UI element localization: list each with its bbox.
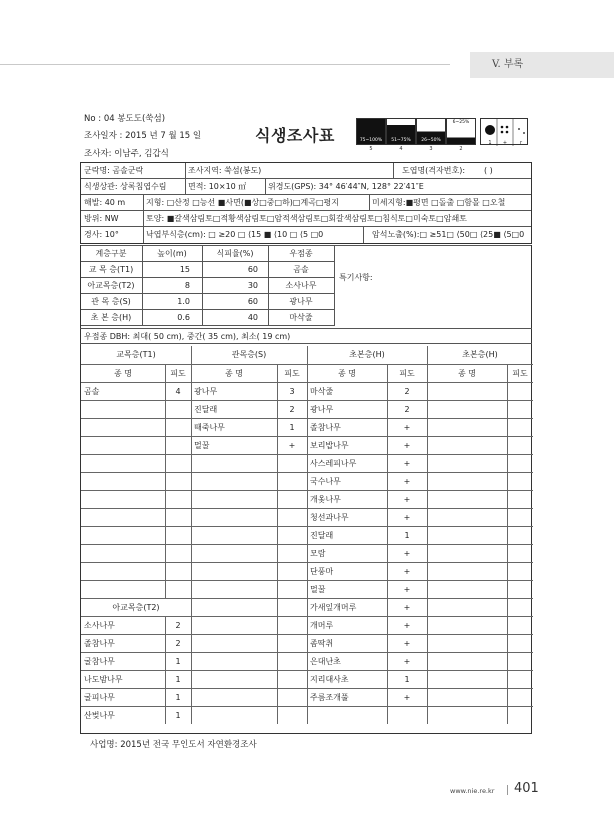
survey-number: No : 04 봉도도(쑥섬)	[84, 114, 166, 124]
layer-header-row	[80, 246, 334, 262]
herb-species-name: 단풍마	[310, 567, 334, 576]
rock-exposure: 암석노출(%):□ ≥51□ ⟨50□ ⟨25■ ⟨5□0	[372, 230, 525, 239]
subtree-species-name: 졸참나무	[84, 639, 115, 648]
investigator: 조사자: 이남주, 김갑식	[84, 149, 169, 159]
herb-species-cover: 2	[404, 405, 410, 414]
herb-species-cover: +	[403, 423, 411, 432]
herb-species-cover: +	[403, 603, 411, 612]
cover-box-5	[356, 118, 386, 145]
symbol-num: +	[502, 140, 508, 146]
species-row	[81, 706, 533, 724]
herb-species-cover: +	[403, 441, 411, 450]
cover-num: 5	[369, 146, 373, 152]
symbol-num: r	[519, 140, 523, 146]
herb-species-name: 가새잎개머루	[310, 603, 357, 612]
col-name-header: 종 명	[458, 369, 476, 378]
litter-layer: 낙엽부식층(cm): □ ≥20 □ ⟨15 ■ ⟨10 □ ⟨5 □0	[146, 230, 324, 239]
cover-box-4	[386, 118, 416, 145]
layer-name: 초 본 층(H)	[90, 313, 132, 322]
herb-species-name: 국수나무	[310, 477, 341, 486]
herb-species-name: 진달래	[310, 531, 334, 540]
herb-species-name: 보리밥나무	[310, 441, 349, 450]
cover-label: 75~100%	[359, 138, 383, 143]
herb-species-name: 주름조개풀	[310, 693, 349, 702]
site-row-2	[81, 179, 531, 195]
layer-height: 8	[184, 281, 190, 290]
species-row	[81, 508, 533, 526]
shrub-species-name: 진달래	[194, 405, 218, 414]
herb-species-cover: +	[403, 513, 411, 522]
micro-terrain: 미세지형:■평면 □돌출 □함몰 □오철	[372, 198, 506, 207]
plot-size: 면적: 10×10 ㎡	[188, 182, 247, 191]
herb-species-cover: +	[403, 657, 411, 666]
symbol-num: 1	[488, 140, 492, 146]
layer-dominant: 마삭줄	[289, 313, 313, 322]
vegetation-physiognomy: 식생상관: 상록침엽수림	[84, 182, 167, 191]
herb-species-cover: 2	[404, 387, 410, 396]
herb-species-name: 모람	[310, 549, 326, 558]
layer-row	[80, 294, 334, 310]
footer-separator	[507, 785, 508, 795]
tree-species-name: 곰솔	[84, 387, 100, 396]
species-row	[81, 400, 533, 418]
species-row	[81, 544, 533, 562]
herb-species-cover: +	[403, 693, 411, 702]
elevation: 해발: 40 m	[84, 198, 126, 207]
species-row	[81, 670, 533, 688]
layer-cover: 40	[247, 313, 258, 322]
herb-species-cover: +	[403, 477, 411, 486]
soil-type: 토양: ■갈색삼림토□적황색삼림토□암적색삼림토□회갈색삼림토□침식토□미숙토□암쇄토	[146, 214, 467, 223]
species-table	[80, 346, 532, 734]
layer-table	[80, 246, 334, 326]
cover-box-2	[446, 118, 476, 145]
subtree-species-name: 산벚나무	[84, 711, 115, 720]
tree-species-cover: 4	[175, 387, 181, 396]
cover-label: 6~25%	[452, 120, 470, 125]
header-rule	[0, 64, 450, 65]
herb-species-name: 개옻나무	[310, 495, 341, 504]
layer-name: 아교목층(T2)	[87, 281, 135, 290]
cover-label: 26~50%	[421, 138, 441, 143]
dbh-row: 우점종 DBH: 최대( 50 cm), 중간( 35 cm), 최소( 19 cm)	[80, 328, 532, 344]
site-row-5	[81, 227, 531, 243]
subtree-species-name: 굴피나무	[84, 693, 115, 702]
layer-name: 교 목 층(T1)	[88, 265, 134, 274]
shrub-species-cover: 1	[289, 423, 295, 432]
col-cover: 식피율(%)	[216, 249, 254, 258]
group-header-herb: 초본층(H)	[349, 350, 385, 359]
slope: 경사: 10°	[84, 230, 119, 239]
layer-cover: 60	[247, 265, 258, 274]
shrub-species-name: 멀꿀	[194, 441, 210, 450]
species-row	[81, 454, 533, 472]
layer-height: 1.0	[177, 297, 190, 306]
species-row	[81, 688, 533, 706]
layer-row	[80, 310, 334, 326]
group-header-tree: 교목층(T1)	[116, 350, 156, 359]
herb-species-name: 좀딱취	[310, 639, 334, 648]
herb-species-name: 졸참나무	[310, 423, 341, 432]
layer-cover: 60	[247, 297, 258, 306]
section-label: V. 부록	[492, 59, 524, 70]
shrub-species-cover: +	[288, 441, 296, 450]
herb-species-name: 마삭줄	[310, 387, 334, 396]
subtree-species-cover: 1	[175, 675, 181, 684]
subtree-species-name: 굴참나무	[84, 657, 115, 666]
herb-species-name: 지리대사초	[310, 675, 349, 684]
species-row	[81, 472, 533, 490]
herb-species-cover: +	[403, 567, 411, 576]
shrub-species-cover: 2	[289, 405, 295, 414]
site-row-4	[81, 211, 531, 227]
layer-row	[80, 262, 334, 278]
page-title: 식생조사표	[255, 126, 335, 145]
herb-species-name: 청선과나무	[310, 513, 349, 522]
col-cover-header: 피도	[284, 369, 300, 378]
footer-site: www.nie.re.kr	[450, 787, 495, 795]
page-number: 401	[514, 781, 539, 796]
aspect: 방위: NW	[84, 214, 119, 223]
species-row	[81, 346, 533, 364]
special-notes	[335, 246, 532, 326]
species-row	[81, 382, 533, 400]
layer-cover: 30	[247, 281, 258, 290]
cover-num: 2	[459, 146, 463, 152]
col-height: 높이(m)	[157, 249, 187, 258]
survey-date: 조사일자 : 2015 년 7 월 15 일	[84, 131, 202, 141]
cover-box-3	[416, 118, 446, 145]
col-dominant: 우점종	[289, 249, 313, 258]
site-row-3	[81, 195, 531, 211]
layer-dominant: 곰솔	[293, 265, 309, 274]
herb-species-name: 은대난초	[310, 657, 341, 666]
subtree-species-cover: 1	[175, 711, 181, 720]
subtree-header: 아교목층(T2)	[112, 603, 160, 612]
herb-species-cover: +	[403, 549, 411, 558]
herb-species-name: 광나무	[310, 405, 334, 414]
survey-area: 조사지역: 쑥섬(봉도)	[188, 166, 262, 175]
herb-species-name: 개머루	[310, 621, 334, 630]
shrub-species-cover: 3	[289, 387, 295, 396]
herb-species-name: 멀꿀	[310, 585, 326, 594]
subtree-species-cover: 1	[175, 693, 181, 702]
herb-species-cover: 1	[404, 675, 410, 684]
species-row	[81, 418, 533, 436]
community-name: 군락명: 곰솔군락	[84, 166, 144, 175]
terrain: 지형: □산정 □능선 ■사면(■상□중□하)□계곡□평지	[146, 198, 339, 207]
herb-species-cover: +	[403, 459, 411, 468]
layer-dominant: 소사나무	[285, 281, 317, 290]
gps-coords: 위경도(GPS): 34° 46′44″N, 128° 22′41″E	[268, 182, 424, 191]
layer-dominant: 광나무	[289, 297, 313, 306]
col-name-header: 종 명	[114, 369, 132, 378]
species-row	[81, 490, 533, 508]
species-row	[81, 526, 533, 544]
col-cover-header: 피도	[399, 369, 415, 378]
col-cover-header: 피도	[170, 369, 186, 378]
cover-label: 51~75%	[391, 138, 411, 143]
col-name-header: 종 명	[225, 369, 243, 378]
map-sheet-value: ( )	[484, 166, 493, 175]
herb-species-name: 사스레피나무	[310, 459, 357, 468]
section-header	[470, 52, 614, 78]
cover-num: 4	[399, 146, 403, 152]
herb-species-cover: 1	[404, 531, 410, 540]
map-sheet-label: 도엽명(격자번호):	[402, 166, 466, 175]
species-row	[81, 562, 533, 580]
subtree-species-name: 소사나무	[84, 621, 115, 630]
species-row	[81, 364, 533, 382]
col-layer: 계층구분	[95, 249, 127, 258]
herb-species-cover: +	[403, 585, 411, 594]
project-name: 사업명: 2015년 전국 무인도서 자연환경조사	[90, 740, 257, 750]
species-row	[81, 436, 533, 454]
group-header-herb-2: 초본층(H)	[462, 350, 498, 359]
subtree-species-cover: 2	[175, 621, 181, 630]
layer-name: 관 목 층(S)	[91, 297, 131, 306]
special-notes-label: 특기사항:	[339, 273, 373, 282]
cover-num: 3	[429, 146, 433, 152]
shrub-species-name: 때죽나무	[194, 423, 225, 432]
col-cover-header: 피도	[512, 369, 528, 378]
herb-species-cover: +	[403, 639, 411, 648]
subtree-species-cover: 2	[175, 639, 181, 648]
shrub-species-name: 광나무	[194, 387, 218, 396]
species-row	[81, 580, 533, 598]
site-row-1	[81, 163, 531, 179]
site-info-grid	[80, 162, 532, 244]
subtree-species-cover: 1	[175, 657, 181, 666]
cover-symbol-icons	[481, 119, 529, 146]
layer-height: 0.6	[177, 313, 190, 322]
species-row	[81, 616, 533, 634]
species-row	[81, 598, 533, 616]
herb-species-cover: +	[403, 621, 411, 630]
col-name-header: 종 명	[338, 369, 356, 378]
species-row	[81, 634, 533, 652]
layer-height: 15	[179, 265, 190, 274]
layer-row	[80, 278, 334, 294]
group-header-shrub: 관목층(S)	[231, 350, 267, 359]
species-row	[81, 652, 533, 670]
cover-symbol-box	[480, 118, 528, 145]
subtree-species-name: 나도밤나무	[84, 675, 123, 684]
herb-species-cover: +	[403, 495, 411, 504]
